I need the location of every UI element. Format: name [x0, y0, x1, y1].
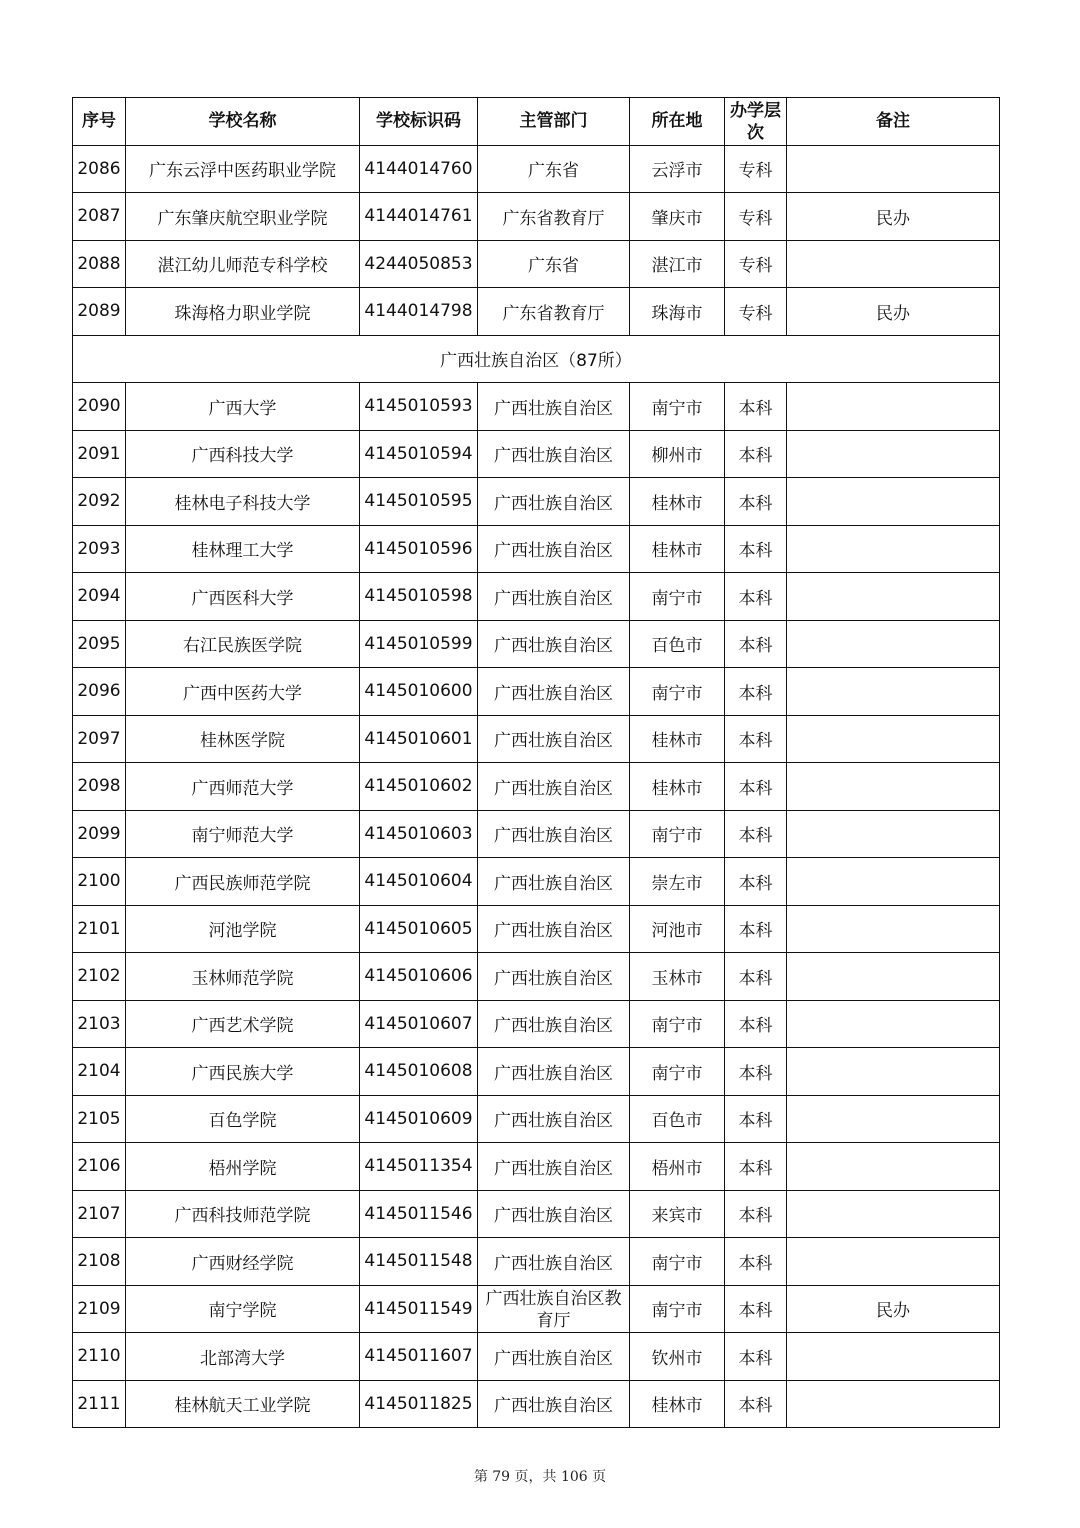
- cell-note: [787, 668, 1000, 716]
- cell-level: 本科: [725, 810, 787, 858]
- cell-location: 南宁市: [630, 573, 725, 621]
- cell-dept: 广东省教育厅: [478, 288, 630, 336]
- cell-school-name: 右江民族医学院: [126, 620, 360, 668]
- cell-location: 南宁市: [630, 668, 725, 716]
- cell-school-code: 4145010605: [360, 905, 478, 953]
- cell-school-code: 4145010599: [360, 620, 478, 668]
- cell-level: 本科: [725, 763, 787, 811]
- cell-school-name: 广西大学: [126, 383, 360, 431]
- cell-dept-text: 广西壮族自治区教育厅: [485, 1288, 622, 1331]
- cell-school-name: 广西民族大学: [126, 1048, 360, 1096]
- cell-seq: 2095: [73, 620, 126, 668]
- cell-seq: 2098: [73, 763, 126, 811]
- cell-school-code: 4144014761: [360, 193, 478, 241]
- cell-school-name: 北部湾大学: [126, 1333, 360, 1381]
- cell-level: 本科: [725, 1000, 787, 1048]
- section-title: 广西壮族自治区（87所）: [73, 335, 1000, 383]
- table-row: [73, 478, 1000, 526]
- table-row: [73, 905, 1000, 953]
- table-row: [73, 1190, 1000, 1238]
- cell-dept: 广东省: [478, 240, 630, 288]
- cell-school-code: 4145011354: [360, 1143, 478, 1191]
- cell-school-name: 广西艺术学院: [126, 1000, 360, 1048]
- cell-school-name: 桂林航天工业学院: [126, 1380, 360, 1428]
- cell-note: [787, 715, 1000, 763]
- cell-dept: 广西壮族自治区: [478, 715, 630, 763]
- cell-school-name: 河池学院: [126, 905, 360, 953]
- cell-note: 民办: [787, 193, 1000, 241]
- cell-location: 桂林市: [630, 1380, 725, 1428]
- cell-note: [787, 1143, 1000, 1191]
- cell-dept: 广西壮族自治区: [478, 478, 630, 526]
- cell-school-code: 4145010608: [360, 1048, 478, 1096]
- header-dept: 主管部门: [478, 98, 630, 146]
- cell-dept: 广西壮族自治区: [478, 430, 630, 478]
- cell-note: [787, 1333, 1000, 1381]
- cell-note: [787, 810, 1000, 858]
- cell-level: 本科: [725, 525, 787, 573]
- cell-seq: 2093: [73, 525, 126, 573]
- cell-level: 本科: [725, 573, 787, 621]
- cell-school-name: 桂林电子科技大学: [126, 478, 360, 526]
- cell-dept: 广西壮族自治区: [478, 1380, 630, 1428]
- cell-school-code: 4145010604: [360, 858, 478, 906]
- cell-seq: 2100: [73, 858, 126, 906]
- page-footer: 第 79 页，共 106 页: [473, 1469, 607, 1485]
- table-row: [73, 1143, 1000, 1191]
- cell-note: [787, 478, 1000, 526]
- cell-location: 云浮市: [630, 145, 725, 193]
- cell-seq: 2101: [73, 905, 126, 953]
- section-row: [73, 335, 1000, 383]
- cell-note: [787, 953, 1000, 1001]
- table-row: [73, 145, 1000, 193]
- cell-level: 本科: [725, 620, 787, 668]
- cell-location: 百色市: [630, 1095, 725, 1143]
- cell-dept: [478, 1285, 630, 1333]
- cell-school-name: 珠海格力职业学院: [126, 288, 360, 336]
- cell-location: 来宾市: [630, 1190, 725, 1238]
- cell-note: 民办: [787, 1285, 1000, 1333]
- cell-level: 本科: [725, 1380, 787, 1428]
- cell-level: 本科: [725, 1190, 787, 1238]
- cell-seq: 2103: [73, 1000, 126, 1048]
- table-row: [73, 1333, 1000, 1381]
- cell-note: [787, 430, 1000, 478]
- cell-location: 崇左市: [630, 858, 725, 906]
- cell-level: 本科: [725, 953, 787, 1001]
- cell-school-code: 4145010607: [360, 1000, 478, 1048]
- cell-level: 专科: [725, 145, 787, 193]
- cell-dept: 广西壮族自治区: [478, 668, 630, 716]
- cell-note: [787, 383, 1000, 431]
- cell-school-name: 玉林师范学院: [126, 953, 360, 1001]
- cell-level: 本科: [725, 715, 787, 763]
- cell-school-code: 4145011825: [360, 1380, 478, 1428]
- table-row: [73, 810, 1000, 858]
- header-name: 学校名称: [126, 98, 360, 146]
- cell-dept: 广西壮族自治区: [478, 953, 630, 1001]
- table-row: [73, 240, 1000, 288]
- header-loc: 所在地: [630, 98, 725, 146]
- cell-location: 湛江市: [630, 240, 725, 288]
- cell-school-code: 4145010596: [360, 525, 478, 573]
- cell-seq: 2089: [73, 288, 126, 336]
- cell-seq: 2099: [73, 810, 126, 858]
- cell-school-code: 4244050853: [360, 240, 478, 288]
- cell-school-name: 广西民族师范学院: [126, 858, 360, 906]
- cell-dept: 广西壮族自治区: [478, 1190, 630, 1238]
- cell-note: [787, 525, 1000, 573]
- table-row: [73, 763, 1000, 811]
- cell-seq: 2091: [73, 430, 126, 478]
- cell-dept: 广东省教育厅: [478, 193, 630, 241]
- cell-school-name: 桂林理工大学: [126, 525, 360, 573]
- table-row: [73, 668, 1000, 716]
- cell-location: 钦州市: [630, 1333, 725, 1381]
- cell-level: 本科: [725, 668, 787, 716]
- cell-note: [787, 905, 1000, 953]
- cell-level: 本科: [725, 905, 787, 953]
- cell-note: [787, 1095, 1000, 1143]
- cell-note: [787, 573, 1000, 621]
- cell-seq: 2106: [73, 1143, 126, 1191]
- cell-school-code: 4145010601: [360, 715, 478, 763]
- cell-location: 南宁市: [630, 1000, 725, 1048]
- cell-location: 珠海市: [630, 288, 725, 336]
- cell-school-name: 广西财经学院: [126, 1238, 360, 1286]
- table-row: [73, 430, 1000, 478]
- cell-note: [787, 858, 1000, 906]
- cell-location: 百色市: [630, 620, 725, 668]
- cell-seq: 2111: [73, 1380, 126, 1428]
- cell-school-name: 广东肇庆航空职业学院: [126, 193, 360, 241]
- cell-note: 民办: [787, 288, 1000, 336]
- cell-seq: 2096: [73, 668, 126, 716]
- cell-school-name: 广西科技师范学院: [126, 1190, 360, 1238]
- table-row: [73, 1238, 1000, 1286]
- cell-note: [787, 763, 1000, 811]
- cell-level: 本科: [725, 1143, 787, 1191]
- cell-dept: 广西壮族自治区: [478, 1143, 630, 1191]
- table-row: [73, 620, 1000, 668]
- cell-location: 柳州市: [630, 430, 725, 478]
- cell-level: 本科: [725, 1285, 787, 1333]
- cell-location: 南宁市: [630, 1285, 725, 1333]
- table-row: [73, 715, 1000, 763]
- cell-seq: 2097: [73, 715, 126, 763]
- cell-seq: 2102: [73, 953, 126, 1001]
- cell-school-name: 百色学院: [126, 1095, 360, 1143]
- cell-location: 梧州市: [630, 1143, 725, 1191]
- cell-school-code: 4145011549: [360, 1285, 478, 1333]
- cell-school-name: 广西师范大学: [126, 763, 360, 811]
- cell-dept: 广西壮族自治区: [478, 763, 630, 811]
- cell-level: 本科: [725, 430, 787, 478]
- cell-location: 南宁市: [630, 1048, 725, 1096]
- cell-school-name: 梧州学院: [126, 1143, 360, 1191]
- header-level-text: 办学层次: [730, 101, 781, 144]
- cell-school-code: 4145010606: [360, 953, 478, 1001]
- cell-seq: 2092: [73, 478, 126, 526]
- cell-school-name: 南宁师范大学: [126, 810, 360, 858]
- cell-level: 专科: [725, 288, 787, 336]
- cell-level: 本科: [725, 1238, 787, 1286]
- cell-location: 南宁市: [630, 810, 725, 858]
- cell-school-code: 4145010594: [360, 430, 478, 478]
- cell-dept: 广西壮族自治区: [478, 1000, 630, 1048]
- header-code: 学校标识码: [360, 98, 478, 146]
- cell-school-name: 南宁学院: [126, 1285, 360, 1333]
- cell-seq: 2087: [73, 193, 126, 241]
- cell-school-code: 4145010602: [360, 763, 478, 811]
- cell-location: 河池市: [630, 905, 725, 953]
- cell-school-code: 4145011546: [360, 1190, 478, 1238]
- cell-school-name: 广东云浮中医药职业学院: [126, 145, 360, 193]
- cell-school-code: 4144014798: [360, 288, 478, 336]
- cell-seq: 2094: [73, 573, 126, 621]
- cell-location: 桂林市: [630, 525, 725, 573]
- cell-level: 专科: [725, 240, 787, 288]
- cell-seq: 2090: [73, 383, 126, 431]
- cell-seq: 2086: [73, 145, 126, 193]
- cell-dept: 广西壮族自治区: [478, 810, 630, 858]
- cell-level: 本科: [725, 478, 787, 526]
- cell-note: [787, 1238, 1000, 1286]
- header-level: [725, 98, 787, 146]
- table-row: [73, 525, 1000, 573]
- cell-school-name: 桂林医学院: [126, 715, 360, 763]
- cell-school-code: 4145010593: [360, 383, 478, 431]
- table-row: [73, 193, 1000, 241]
- cell-note: [787, 1048, 1000, 1096]
- cell-note: [787, 145, 1000, 193]
- cell-dept: 广西壮族自治区: [478, 525, 630, 573]
- cell-level: 本科: [725, 1095, 787, 1143]
- cell-dept: 广西壮族自治区: [478, 1095, 630, 1143]
- cell-seq: 2108: [73, 1238, 126, 1286]
- cell-dept: 广东省: [478, 145, 630, 193]
- cell-level: 本科: [725, 858, 787, 906]
- cell-location: 肇庆市: [630, 193, 725, 241]
- table-row: [73, 1285, 1000, 1333]
- cell-dept: 广西壮族自治区: [478, 1238, 630, 1286]
- table-row: [73, 953, 1000, 1001]
- cell-school-name: 广西科技大学: [126, 430, 360, 478]
- cell-location: 玉林市: [630, 953, 725, 1001]
- cell-note: [787, 1000, 1000, 1048]
- cell-school-name: 广西医科大学: [126, 573, 360, 621]
- cell-note: [787, 1190, 1000, 1238]
- cell-location: 南宁市: [630, 383, 725, 431]
- cell-dept: 广西壮族自治区: [478, 383, 630, 431]
- cell-level: 本科: [725, 1048, 787, 1096]
- table-row: [73, 1095, 1000, 1143]
- cell-school-code: 4145011607: [360, 1333, 478, 1381]
- table-row: [73, 1380, 1000, 1428]
- header-note: 备注: [787, 98, 1000, 146]
- cell-school-code: 4145010598: [360, 573, 478, 621]
- table-row: [73, 858, 1000, 906]
- cell-school-code: 4145010609: [360, 1095, 478, 1143]
- cell-location: 桂林市: [630, 715, 725, 763]
- cell-dept: 广西壮族自治区: [478, 573, 630, 621]
- cell-dept: 广西壮族自治区: [478, 858, 630, 906]
- cell-dept: 广西壮族自治区: [478, 1048, 630, 1096]
- cell-dept: 广西壮族自治区: [478, 905, 630, 953]
- cell-note: [787, 620, 1000, 668]
- cell-level: 专科: [725, 193, 787, 241]
- cell-location: 桂林市: [630, 763, 725, 811]
- table-row: [73, 1048, 1000, 1096]
- cell-seq: 2088: [73, 240, 126, 288]
- cell-school-code: 4145010595: [360, 478, 478, 526]
- table-row: [73, 383, 1000, 431]
- cell-seq: 2105: [73, 1095, 126, 1143]
- schools-table: [72, 97, 1000, 1428]
- table-row: [73, 288, 1000, 336]
- cell-level: 本科: [725, 383, 787, 431]
- cell-school-name: 广西中医药大学: [126, 668, 360, 716]
- header-seq: 序号: [73, 98, 126, 146]
- cell-level: 本科: [725, 1333, 787, 1381]
- table-row: [73, 1000, 1000, 1048]
- cell-seq: 2107: [73, 1190, 126, 1238]
- table-row: [73, 573, 1000, 621]
- cell-dept: 广西壮族自治区: [478, 1333, 630, 1381]
- cell-location: 桂林市: [630, 478, 725, 526]
- cell-location: 南宁市: [630, 1238, 725, 1286]
- header-row: [73, 98, 1000, 146]
- cell-seq: 2104: [73, 1048, 126, 1096]
- cell-school-code: 4144014760: [360, 145, 478, 193]
- cell-school-code: 4145010603: [360, 810, 478, 858]
- cell-note: [787, 240, 1000, 288]
- cell-school-code: 4145010600: [360, 668, 478, 716]
- cell-school-code: 4145011548: [360, 1238, 478, 1286]
- cell-seq: 2109: [73, 1285, 126, 1333]
- cell-dept: 广西壮族自治区: [478, 620, 630, 668]
- cell-seq: 2110: [73, 1333, 126, 1381]
- cell-school-name: 湛江幼儿师范专科学校: [126, 240, 360, 288]
- cell-note: [787, 1380, 1000, 1428]
